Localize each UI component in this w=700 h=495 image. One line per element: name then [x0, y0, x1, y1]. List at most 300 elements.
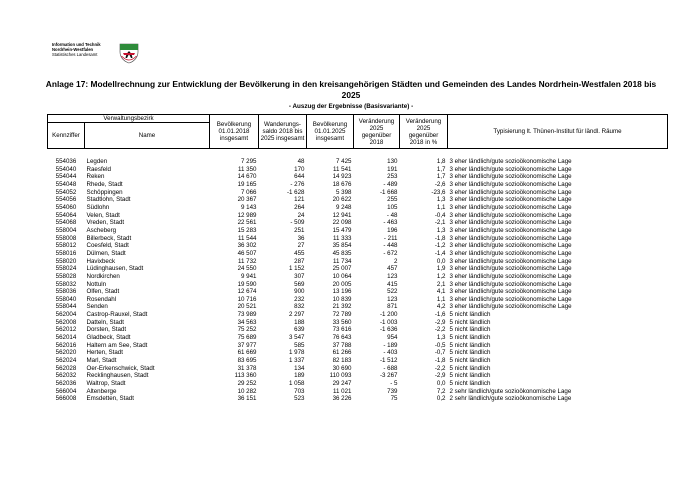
kennziffer-cell: 554060	[55, 203, 77, 211]
wanderung-cell: 24	[297, 211, 305, 219]
name-cell: Südlohn	[86, 203, 110, 211]
typ-cell: 3 eher ländlich/gute sozioökonomische Lage	[449, 303, 572, 311]
org-name	[52, 42, 101, 57]
veraenderung-pct-cell: -2,9	[434, 372, 446, 380]
name-cell: Emsdetten, Stadt	[86, 395, 134, 403]
wanderung-cell: 264	[294, 203, 305, 211]
table-row	[48, 258, 668, 266]
table-row	[48, 235, 668, 243]
typ-cell: 3 eher ländlich/gute sozioökonomische Lage	[449, 180, 572, 188]
table-row	[48, 173, 668, 181]
veraenderung-abs-cell: - 448	[383, 242, 398, 250]
typ-cell: 3 eher ländlich/gute sozioökonomische Lage	[449, 173, 572, 181]
typ-cell: 3 eher ländlich/gute sozioökonomische Lage	[449, 226, 572, 234]
name-cell: Havixbeck	[86, 257, 116, 265]
veraenderung-pct-cell: 4,1	[436, 288, 446, 296]
typ-cell: 5 nicht ländlich	[449, 334, 491, 342]
bev2025-cell: 76 643	[332, 334, 352, 342]
name-cell: Velen, Stadt	[86, 211, 120, 219]
bev2025-cell: 9 248	[336, 203, 352, 211]
wanderung-cell: - 276	[290, 180, 305, 188]
kennziffer-cell: 562024	[55, 357, 77, 365]
table-row	[48, 319, 668, 327]
kennziffer-cell: 562012	[55, 326, 77, 334]
bev2018-cell: 46 507	[237, 249, 257, 257]
table-row	[48, 166, 668, 174]
name-cell: Nordkirchen	[86, 272, 120, 280]
kennziffer-cell: 554040	[55, 165, 77, 173]
table-row	[48, 372, 668, 380]
bev2025-cell: 29 247	[332, 380, 352, 388]
veraenderung-abs-cell: 255	[387, 196, 398, 204]
org-line-1: Information und Technik	[52, 42, 101, 47]
table-row	[48, 388, 668, 396]
wanderung-cell: - 509	[290, 219, 305, 227]
header-veraenderung-pct: Veränderung 2025 gegenüber 2018 in %	[400, 115, 448, 149]
name-cell: Haltern am See, Stadt	[86, 341, 148, 349]
wanderung-cell: 832	[294, 303, 305, 311]
veraenderung-pct-cell: 1,7	[436, 173, 446, 181]
veraenderung-pct-cell: 1,2	[436, 272, 446, 280]
kennziffer-cell: 554056	[55, 196, 77, 204]
veraenderung-pct-cell: 1,3	[436, 226, 446, 234]
kennziffer-cell: 558020	[55, 257, 77, 265]
veraenderung-pct-cell: 0,2	[436, 395, 446, 403]
wanderung-cell: 134	[294, 364, 305, 372]
veraenderung-pct-cell: 1,7	[436, 165, 446, 173]
veraenderung-abs-cell: -1 200	[379, 311, 398, 319]
veraenderung-abs-cell: - 211	[383, 234, 398, 242]
header-bev2025: Bevölkerung 01.01.2025 insgesamt	[307, 115, 354, 149]
table-body	[48, 149, 668, 404]
typ-cell: 2 sehr ländlich/gute sozioökonomische Lage	[449, 387, 572, 395]
name-cell: Senden	[86, 303, 108, 311]
org-line-2: Nordrhein-Westfalen	[52, 47, 94, 52]
bev2018-cell: 7 295	[241, 158, 257, 165]
kennziffer-cell: 558036	[55, 288, 77, 296]
veraenderung-pct-cell: 1,1	[436, 203, 446, 211]
bev2018-cell: 83 695	[237, 357, 257, 365]
typ-cell: 3 eher ländlich/gute sozioökonomische Lage	[449, 280, 572, 288]
veraenderung-abs-cell: 954	[387, 334, 398, 342]
bev2018-cell: 61 669	[237, 349, 257, 357]
veraenderung-abs-cell: - 688	[383, 364, 398, 372]
bev2018-cell: 15 283	[237, 226, 257, 234]
wanderung-cell: 170	[294, 165, 305, 173]
itnrw-logo	[52, 30, 172, 66]
veraenderung-pct-cell: -2,6	[434, 180, 446, 188]
veraenderung-abs-cell: 415	[387, 280, 398, 288]
veraenderung-pct-cell: -0,4	[434, 211, 446, 219]
wanderung-cell: 585	[294, 341, 305, 349]
table-row	[48, 342, 668, 350]
wanderung-cell: 188	[294, 318, 305, 326]
veraenderung-abs-cell: 522	[387, 288, 398, 296]
kennziffer-cell: 554052	[55, 188, 77, 196]
table-row	[48, 296, 668, 304]
kennziffer-cell: 562008	[55, 318, 77, 326]
typ-cell: 2 sehr ländlich/gute sozioökonomische Lage	[449, 395, 572, 403]
typ-cell: 3 eher ländlich/gute sozioökonomische Lage	[449, 272, 572, 280]
table-row	[48, 212, 668, 220]
bev2025-cell: 10 839	[332, 295, 352, 303]
bev2018-cell: 11 544	[238, 234, 257, 242]
wanderung-cell: -1 628	[286, 188, 305, 196]
bev2018-cell: 29 252	[237, 380, 257, 388]
veraenderung-pct-cell: -2,1	[434, 219, 446, 227]
table-row	[48, 326, 668, 334]
name-cell: Reken	[86, 173, 105, 181]
name-cell: Castrop-Rauxel, Stadt	[86, 311, 148, 319]
bev2025-cell: 20 005	[332, 280, 352, 288]
veraenderung-pct-cell: 4,2	[436, 303, 446, 311]
kennziffer-cell: 562004	[55, 311, 77, 319]
table-row	[48, 357, 668, 365]
typ-cell: 5 nicht ländlich	[449, 349, 491, 357]
veraenderung-abs-cell: 130	[387, 158, 398, 165]
bev2025-cell: 21 392	[332, 303, 352, 311]
veraenderung-pct-cell: 1,1	[436, 295, 446, 303]
veraenderung-pct-cell: -1,4	[434, 249, 446, 257]
name-cell: Legden	[86, 158, 108, 165]
veraenderung-abs-cell: 123	[387, 272, 398, 280]
bev2018-cell: 36 151	[237, 395, 257, 403]
wanderung-cell: 251	[294, 226, 305, 234]
kennziffer-cell: 554044	[55, 173, 77, 181]
typ-cell: 5 nicht ländlich	[449, 372, 491, 380]
table-row	[48, 196, 668, 204]
table-row	[48, 250, 668, 258]
name-cell: Ascheberg	[86, 226, 117, 234]
bev2018-cell: 36 302	[237, 242, 257, 250]
wanderung-cell: 121	[294, 196, 305, 204]
kennziffer-cell: 558040	[55, 295, 77, 303]
name-cell: Herten, Stadt	[86, 349, 123, 357]
bev2025-cell: 30 690	[332, 364, 352, 372]
bev2018-cell: 34 563	[237, 318, 257, 326]
bev2025-cell: 22 098	[332, 219, 352, 227]
name-cell: Altenberge	[86, 387, 117, 395]
wanderung-cell: 1 152	[289, 265, 305, 273]
page-subtitle: - Auszug der Ergebnisse (Basisvariante) -	[288, 103, 414, 110]
table-row	[48, 395, 668, 403]
table-row	[48, 158, 668, 166]
wanderung-cell: 455	[294, 249, 305, 257]
typ-cell: 3 eher ländlich/gute sozioökonomische Lage	[449, 219, 572, 227]
bev2018-cell: 10 282	[237, 387, 257, 395]
bev2018-cell: 73 989	[237, 311, 257, 319]
kennziffer-cell: 558016	[55, 249, 77, 257]
wanderung-cell: 2 297	[289, 311, 305, 319]
header-veraenderung-abs: Veränderung 2025 gegenüber 2018	[354, 115, 400, 149]
name-cell: Rosendahl	[86, 295, 117, 303]
header-bev2018: Bevölkerung 01.01.2018 insgesamt	[210, 115, 259, 149]
name-cell: Gladbeck, Stadt	[86, 334, 131, 342]
header-typ: Typisierung lt. Thünen-Institut für ländl. Räume	[448, 115, 668, 149]
veraenderung-abs-cell: - 489	[383, 180, 398, 188]
kennziffer-cell: 566008	[55, 395, 77, 403]
table-row	[48, 288, 668, 296]
bev2025-cell: 25 007	[332, 265, 352, 273]
kennziffer-cell: 562014	[55, 334, 77, 342]
wanderung-cell: 189	[294, 372, 305, 380]
wanderung-cell: 639	[294, 326, 305, 334]
name-cell: Marl, Stadt	[86, 357, 117, 365]
bev2025-cell: 37 788	[332, 341, 352, 349]
veraenderung-abs-cell: 457	[387, 265, 398, 273]
typ-cell: 3 eher ländlich/gute sozioökonomische Lage	[449, 249, 572, 257]
name-cell: Vreden, Stadt	[86, 219, 125, 227]
name-cell: Schöppingen	[86, 188, 123, 196]
wanderung-cell: 644	[294, 173, 305, 181]
bev2018-cell: 19 165	[237, 180, 257, 188]
wanderung-cell: 27	[297, 242, 305, 250]
table-row	[48, 365, 668, 373]
name-cell: Dorsten, Stadt	[86, 326, 127, 334]
wanderung-cell: 900	[294, 288, 305, 296]
bev2025-cell: 12 941	[332, 211, 352, 219]
typ-cell: 5 nicht ländlich	[449, 318, 491, 326]
name-cell: Rhede, Stadt	[86, 180, 123, 188]
name-cell: Oer-Erkenschwick, Stadt	[86, 364, 155, 372]
bev2025-cell: 36 226	[332, 395, 352, 403]
typ-cell: 3 eher ländlich/gute sozioökonomische Lage	[449, 295, 572, 303]
typ-cell: 3 eher ländlich/gute sozioökonomische Lage	[449, 203, 572, 211]
bev2018-cell: 31 378	[237, 364, 257, 372]
org-line-3: Statistisches Landesamt	[52, 52, 98, 57]
name-cell: Recklinghausen, Stadt	[86, 372, 149, 380]
name-cell: Stadtlohn, Stadt	[86, 196, 131, 204]
veraenderung-abs-cell: 871	[387, 303, 398, 311]
bev2025-cell: 20 622	[332, 196, 352, 204]
header-name: Name	[85, 123, 210, 149]
typ-cell: 3 eher ländlich/gute sozioökonomische Lage	[449, 234, 572, 242]
veraenderung-pct-cell: -1,8	[434, 234, 446, 242]
bev2018-cell: 22 561	[237, 219, 257, 227]
bev2025-cell: 73 616	[332, 326, 352, 334]
veraenderung-pct-cell: 0,0	[436, 257, 446, 265]
typ-cell: 3 eher ländlich/gute sozioökonomische Lage	[449, 242, 572, 250]
typ-cell: 3 eher ländlich/gute sozioökonomische Lage	[449, 188, 572, 196]
typ-cell: 3 eher ländlich/gute sozioökonomische Lage	[449, 211, 572, 219]
table-row	[48, 281, 668, 289]
wanderung-cell: 287	[294, 257, 305, 265]
kennziffer-cell: 558004	[55, 226, 77, 234]
veraenderung-abs-cell: 739	[387, 387, 398, 395]
header-wanderung: Wanderungs- saldo 2018 bis 2025 insgesamt	[259, 115, 307, 149]
kennziffer-cell: 562020	[55, 349, 77, 357]
bev2018-cell: 9 941	[241, 272, 257, 280]
typ-cell: 5 nicht ländlich	[449, 364, 491, 372]
bev2025-cell: 18 676	[332, 180, 352, 188]
bev2025-cell: 45 835	[332, 249, 352, 257]
bev2018-cell: 75 689	[237, 334, 257, 342]
kennziffer-cell: 554068	[55, 219, 77, 227]
typ-cell: 5 nicht ländlich	[449, 357, 491, 365]
name-cell: Billerbeck, Stadt	[86, 234, 132, 242]
bev2025-cell: 11 021	[333, 387, 352, 395]
name-cell: Nottuln	[86, 280, 107, 288]
kennziffer-cell: 558008	[55, 234, 77, 242]
wanderung-cell: 1 337	[289, 357, 305, 365]
kennziffer-cell: 554064	[55, 211, 77, 219]
bev2018-cell: 20 367	[237, 196, 257, 204]
veraenderung-pct-cell: -1,2	[434, 242, 446, 250]
table-row	[48, 273, 668, 281]
veraenderung-abs-cell: 123	[387, 295, 398, 303]
name-cell: Datteln, Stadt	[86, 318, 124, 326]
table-row	[48, 349, 668, 357]
kennziffer-cell: 558024	[55, 265, 77, 273]
name-cell: Dülmen, Stadt	[86, 249, 126, 257]
kennziffer-cell: 558032	[55, 280, 77, 288]
typ-cell: 3 eher ländlich/gute sozioökonomische Lage	[449, 196, 572, 204]
veraenderung-pct-cell: -1,8	[434, 357, 446, 365]
header-verwaltungsbezirk: Verwaltungsbezirk	[48, 115, 210, 123]
bev2018-cell: 113 360	[234, 372, 257, 380]
table-row	[48, 219, 668, 227]
veraenderung-abs-cell: -1 636	[379, 326, 398, 334]
typ-cell: 3 eher ländlich/gute sozioökonomische Lage	[449, 158, 572, 165]
name-cell: Raesfeld	[86, 165, 111, 173]
veraenderung-pct-cell: -2,2	[434, 364, 446, 372]
typ-cell: 5 nicht ländlich	[449, 341, 491, 349]
bev2025-cell: 72 789	[332, 311, 352, 319]
veraenderung-abs-cell: 2	[394, 257, 398, 265]
kennziffer-cell: 558012	[55, 242, 77, 250]
name-cell: Coesfeld, Stadt	[86, 242, 129, 250]
page-title: Anlage 17: Modellrechnung zur Entwicklung der Bevölkerung in den kreisangehörigen Städten und Gemeinden des Landes Nordrhein-Westfalen 2018 bis 2025	[45, 79, 657, 100]
typ-cell: 5 nicht ländlich	[449, 380, 491, 388]
veraenderung-abs-cell: 75	[390, 395, 398, 403]
bev2018-cell: 9 143	[241, 203, 257, 211]
bev2025-cell: 33 560	[332, 318, 352, 326]
wanderung-cell: 36	[297, 234, 305, 242]
bev2025-cell: 13 196	[332, 288, 352, 296]
nrw-crest-icon	[118, 42, 140, 64]
veraenderung-pct-cell: -23,6	[431, 188, 446, 196]
kennziffer-cell: 562036	[55, 380, 77, 388]
bev2018-cell: 12 989	[237, 211, 257, 219]
veraenderung-pct-cell: 0,0	[436, 380, 446, 388]
kennziffer-cell: 554036	[55, 158, 77, 165]
name-cell: Waltrop, Stadt	[86, 380, 126, 388]
bev2018-cell: 19 590	[237, 280, 257, 288]
bev2018-cell: 10 716	[237, 295, 257, 303]
wanderung-cell: 48	[297, 158, 305, 165]
veraenderung-abs-cell: 196	[387, 226, 398, 234]
veraenderung-abs-cell: 105	[387, 203, 398, 211]
kennziffer-cell: 562016	[55, 341, 77, 349]
veraenderung-abs-cell: 253	[387, 173, 398, 181]
header-kennziffer: Kennziffer	[48, 123, 85, 149]
bev2025-cell: 11 333	[333, 234, 352, 242]
wanderung-cell: 1 058	[289, 380, 305, 388]
name-cell: Olfen, Stadt	[86, 288, 120, 296]
table-row	[48, 265, 668, 273]
table-row	[48, 334, 668, 342]
bev2025-cell: 10 064	[332, 272, 352, 280]
veraenderung-abs-cell: - 403	[383, 349, 398, 357]
bev2025-cell: 61 266	[332, 349, 352, 357]
wanderung-cell: 1 978	[289, 349, 305, 357]
bev2025-cell: 5 398	[336, 188, 352, 196]
bev2018-cell: 7 066	[241, 188, 257, 196]
population-table	[47, 114, 668, 403]
bev2018-cell: 24 550	[237, 265, 257, 273]
veraenderung-pct-cell: 1,3	[436, 334, 446, 342]
table-row	[48, 242, 668, 250]
veraenderung-pct-cell: 7,2	[436, 387, 446, 395]
table-row	[48, 303, 668, 311]
typ-cell: 3 eher ländlich/gute sozioökonomische Lage	[449, 288, 572, 296]
veraenderung-abs-cell: - 672	[383, 249, 398, 257]
wanderung-cell: 307	[294, 272, 305, 280]
kennziffer-cell: 558044	[55, 303, 77, 311]
bev2025-cell: 35 854	[332, 242, 352, 250]
typ-cell: 5 nicht ländlich	[449, 311, 491, 319]
veraenderung-pct-cell: 1,3	[436, 196, 446, 204]
bev2025-cell: 7 425	[336, 158, 352, 165]
typ-cell: 3 eher ländlich/gute sozioökonomische Lage	[449, 265, 572, 273]
table-row	[48, 181, 668, 189]
name-cell: Lüdinghausen, Stadt	[86, 265, 144, 273]
veraenderung-abs-cell: -1 003	[379, 318, 398, 326]
wanderung-cell: 569	[294, 280, 305, 288]
veraenderung-pct-cell: 2,1	[436, 280, 446, 288]
kennziffer-cell: 562028	[55, 364, 77, 372]
wanderung-cell: 703	[294, 387, 305, 395]
veraenderung-pct-cell: -0,5	[434, 341, 446, 349]
bev2018-cell: 37 977	[237, 341, 257, 349]
bev2025-cell: 14 923	[332, 173, 352, 181]
veraenderung-pct-cell: -2,2	[434, 326, 446, 334]
veraenderung-pct-cell: 1,9	[436, 265, 446, 273]
table-row	[48, 204, 668, 212]
kennziffer-cell: 558028	[55, 272, 77, 280]
bev2025-cell: 11 734	[333, 257, 352, 265]
veraenderung-abs-cell: - 5	[390, 380, 398, 388]
veraenderung-pct-cell: -0,7	[434, 349, 446, 357]
bev2018-cell: 11 350	[238, 165, 257, 173]
typ-cell: 3 eher ländlich/gute sozioökonomische Lage	[449, 165, 572, 173]
bev2018-cell: 11 732	[238, 257, 257, 265]
wanderung-cell: 232	[294, 295, 305, 303]
wanderung-cell: 523	[294, 395, 305, 403]
typ-cell: 3 eher ländlich/gute sozioökonomische Lage	[449, 257, 572, 265]
wanderung-cell: 3 547	[289, 334, 305, 342]
table-row	[48, 189, 668, 197]
veraenderung-abs-cell: - 463	[383, 219, 398, 227]
typ-cell: 5 nicht ländlich	[449, 326, 491, 334]
veraenderung-abs-cell: 191	[387, 165, 398, 173]
veraenderung-pct-cell: -2,9	[434, 318, 446, 326]
table-row	[48, 227, 668, 235]
veraenderung-abs-cell: -3 267	[379, 372, 398, 380]
veraenderung-abs-cell: -1 512	[379, 357, 398, 365]
kennziffer-cell: 554048	[55, 180, 77, 188]
table-row	[48, 380, 668, 388]
kennziffer-cell: 566004	[55, 387, 77, 395]
veraenderung-abs-cell: - 48	[386, 211, 398, 219]
bev2018-cell: 12 674	[237, 288, 257, 296]
table-row	[48, 311, 668, 319]
bev2018-cell: 14 670	[237, 173, 257, 181]
bev2025-cell: 11 541	[333, 165, 352, 173]
bev2025-cell: 82 183	[332, 357, 352, 365]
veraenderung-abs-cell: -1 668	[379, 188, 398, 196]
bev2018-cell: 20 521	[237, 303, 257, 311]
